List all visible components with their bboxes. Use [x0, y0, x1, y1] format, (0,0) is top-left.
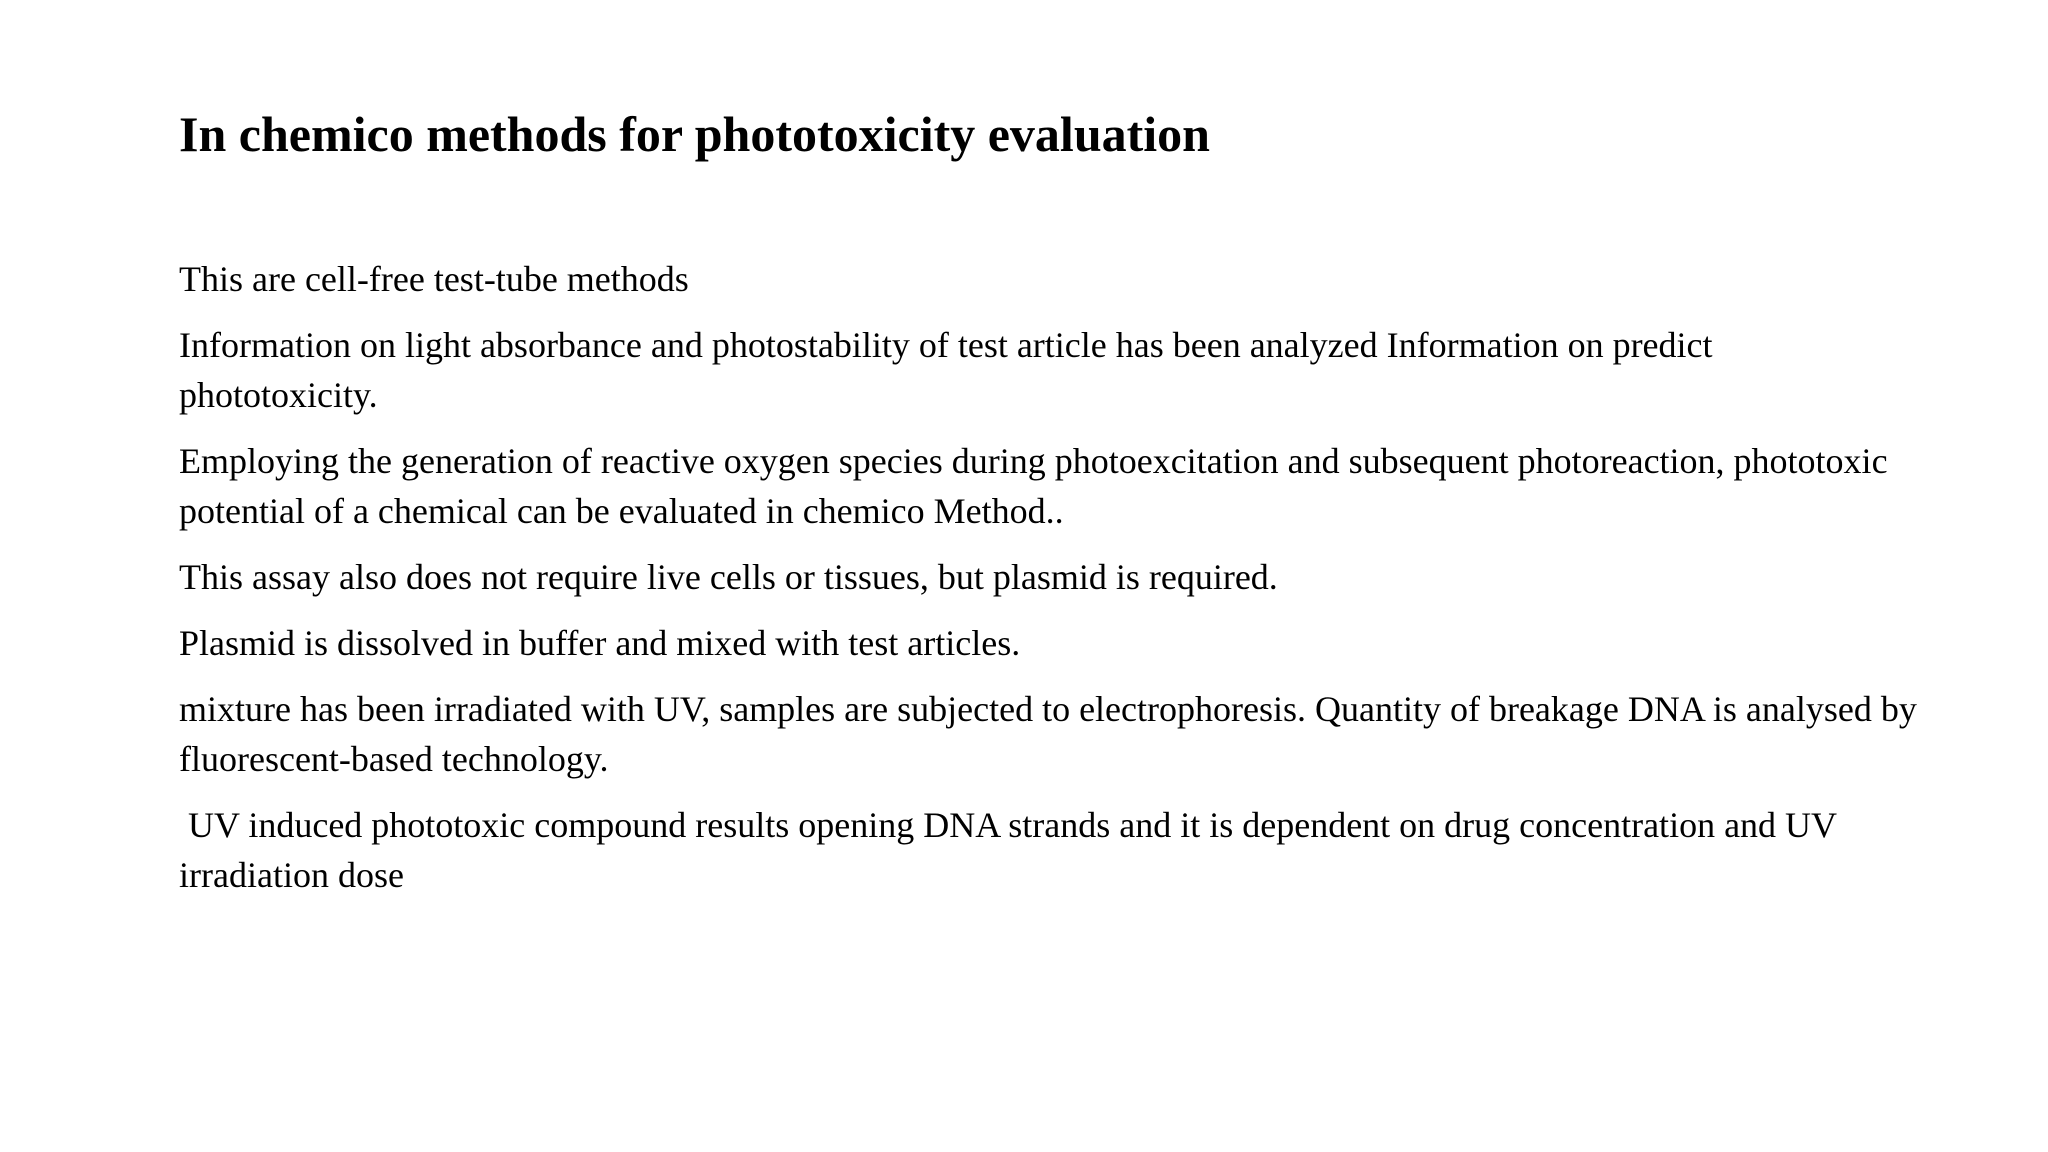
paragraph-reactive-oxygen: Employing the generation of reactive oxygen species during photoexcitation and subsequent photoreaction, phototoxic potential of a chemical can be evaluated in chemico Method.. [179, 441, 1897, 531]
slide-title: In chemico methods for phototoxicity evaluation [179, 106, 1210, 162]
paragraph-plasmid-required: This assay also does not require live cells or tissues, but plasmid is required. [179, 557, 1278, 597]
paragraph-cell-free: This are cell-free test-tube methods [179, 259, 689, 299]
paragraph-light-absorbance: Information on light absorbance and photostability of test article has been analyzed Information on predict phototoxicity. [179, 325, 1722, 415]
paragraph-electrophoresis: mixture has been irradiated with UV, samples are subjected to electrophoresis. Quantity of breakage DNA is analysed by fluorescent-based technology. [179, 689, 1926, 779]
paragraph-dna-strands: UV induced phototoxic compound results opening DNA strands and it is dependent on drug concentration and UV irradiation dose [179, 805, 1846, 895]
paragraph-plasmid-dissolved: Plasmid is dissolved in buffer and mixed with test articles. [179, 623, 1021, 663]
slide-body [179, 254, 1926, 916]
